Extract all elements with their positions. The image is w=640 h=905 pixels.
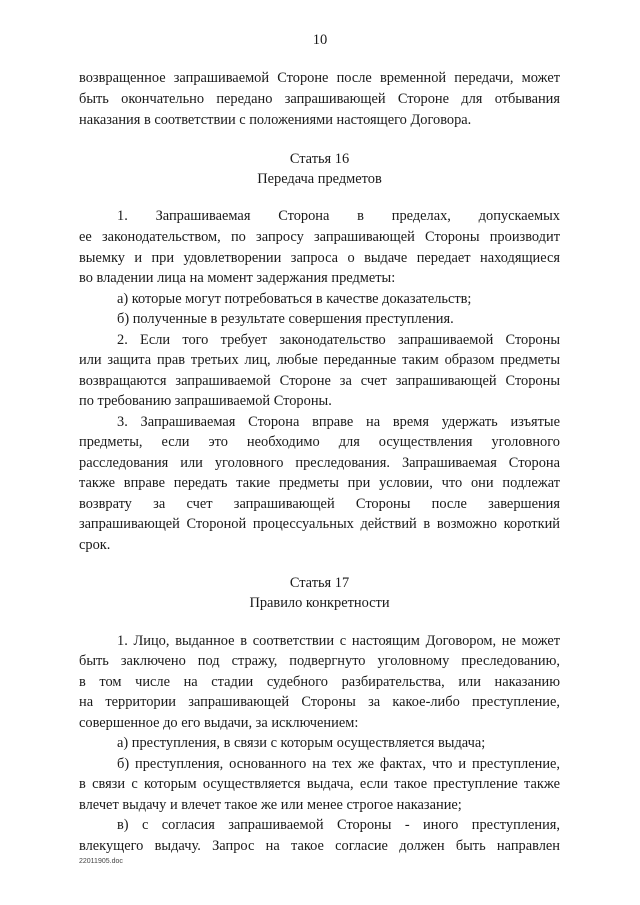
text-line: ее законодательством, по запросу запрашивающей Стороны производит (79, 229, 560, 245)
text-line: совершенное до его выдачи, за исключением: (79, 715, 359, 731)
article-heading: Статья 17 (289, 575, 350, 591)
text-line: в) с согласия запрашиваемой Стороны - иного преступления, (117, 817, 560, 833)
text-line: быть окончательно передано запрашивающей Стороне для отбывания (79, 91, 560, 107)
text-line: на территории запрашивающей Стороны за какое-либо преступление, (79, 694, 560, 710)
text-line: или защита прав третьих лиц, любые переданные таким образом предметы (79, 352, 560, 368)
file-name-footer: 22011905.doc (79, 858, 123, 865)
text-line: выемку и при удовлетворении запроса о выдаче передает находящиеся (79, 250, 560, 266)
text-line: в том числе на стадии судебного разбирательства, или наказанию (79, 674, 560, 690)
text-line: расследования или уголовного преследования. Запрашиваемая Сторона (79, 455, 560, 471)
text-line: запрашивающей Стороной процессуальных действий в возможно короткий (79, 516, 560, 532)
text-line: а) которые могут потребоваться в качестве доказательств; (117, 291, 472, 307)
text-line: влечет выдачу и влечет такое же или менее строгое наказание; (79, 797, 462, 813)
text-line: 1. Запрашиваемая Сторона в пределах, допускаемых (117, 208, 560, 224)
text-line: а) преступления, в связи с которым осуществляется выдача; (117, 735, 486, 751)
text-line: в связи с которым осуществляется выдача, если такое преступление также (79, 776, 560, 792)
text-line: влекущего выдачу. Запрос на такое согласие должен быть направлен (79, 838, 560, 854)
text-line: по требованию запрашиваемой Стороны. (79, 393, 332, 409)
text-line: возвращенное запрашиваемой Стороне после временной передачи, может (79, 70, 560, 86)
text-line: предметы, если это необходимо для осуществления уголовного (79, 434, 560, 450)
text-line: срок. (79, 537, 111, 553)
article-heading: Статья 16 (289, 151, 350, 167)
text-line: б) полученные в результате совершения преступления. (117, 311, 454, 327)
page-number: 10 (312, 32, 328, 48)
article-title: Правило конкретности (249, 595, 390, 611)
text-line: возврату за счет запрашивающей Стороны после завершения (79, 496, 560, 512)
text-line: б) преступления, основанного на тех же фактах, что и преступление, (117, 756, 560, 772)
text-line: 2. Если того требует законодательство запрашиваемой Стороны (117, 332, 560, 348)
text-line: 3. Запрашиваемая Сторона вправе на время удержать изъятые (117, 414, 560, 430)
text-line: возвращаются запрашиваемой Стороне за счет запрашивающей Стороны (79, 373, 560, 389)
text-line: также вправе передать такие предметы при условии, что они подлежат (79, 475, 560, 491)
text-line: быть заключено под стражу, подвергнуто уголовному преследованию, (79, 653, 560, 669)
article-title: Передача предметов (257, 171, 382, 187)
text-line: 1. Лицо, выданное в соответствии с настоящим Договором, не может (117, 633, 560, 649)
text-line: во владении лица на момент задержания предметы: (79, 270, 396, 286)
text-line: наказания в соответствии с положениями настоящего Договора. (79, 112, 472, 128)
